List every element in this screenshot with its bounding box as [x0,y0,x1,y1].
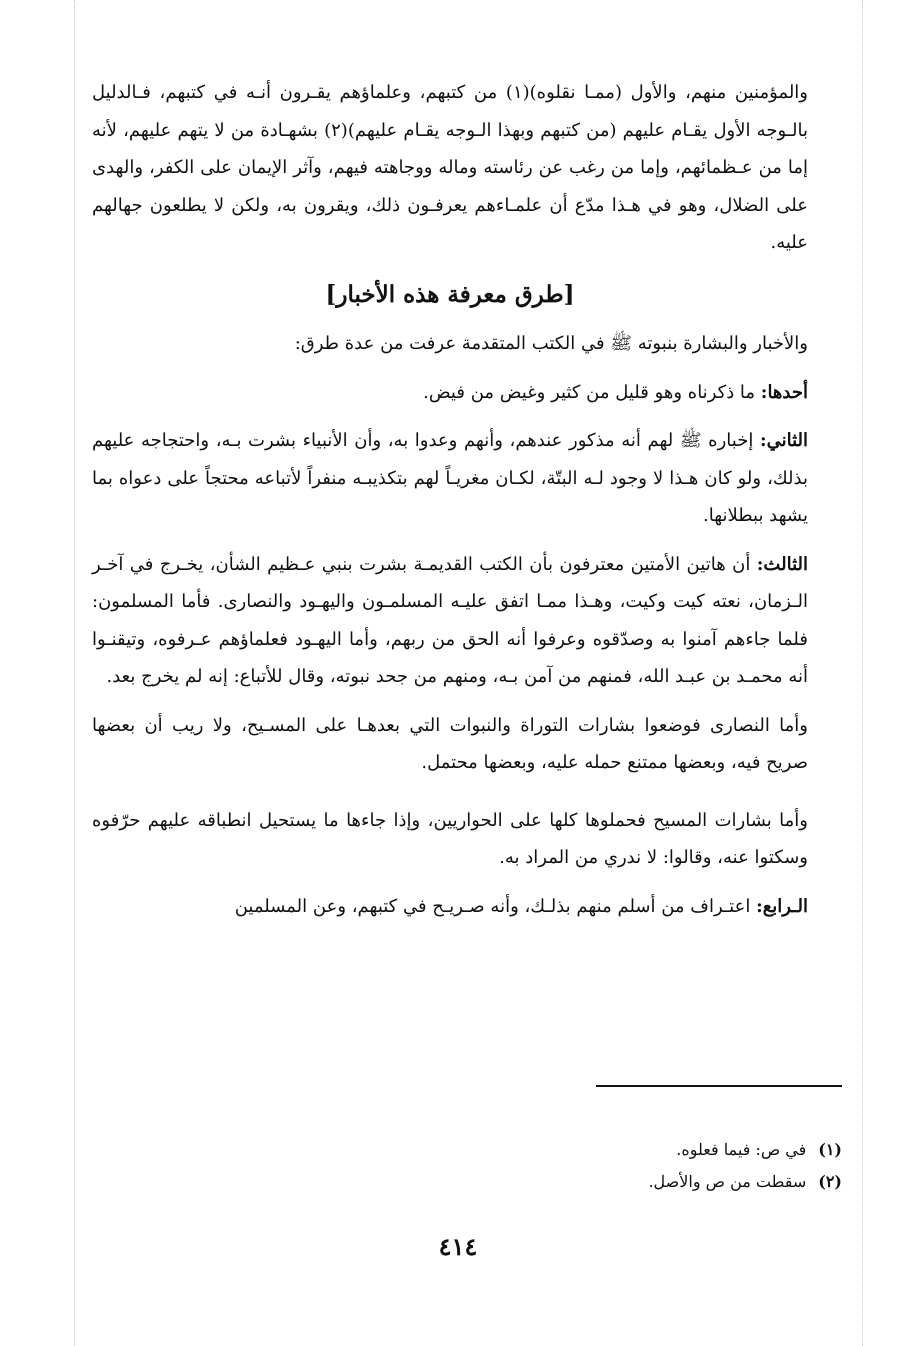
footnote-separator [596,1085,842,1087]
paragraph-text: وأما النصارى فوضعوا بشارات التوراة والنبوات التي بعدهـا على المسـيح، ولا ريب أن بعضها صريح فيه، وبعضها ممتنع حمله عليه، وبعضها محتمل. [92,714,808,773]
paragraph-first [92,374,808,412]
footnote-number: (٢) [818,1172,842,1191]
paragraph-lead: أحدها: [760,381,808,403]
paragraph-lead: الثاني: [759,430,808,451]
footnote [300,1166,842,1198]
paragraph-lead: الثالث: [756,553,808,575]
paragraph-text: ما ذكرناه وهو قليل من كثير وغيض من فيض. [423,381,756,403]
paragraph-methods-intro [92,325,808,363]
section-heading: [طرق معرفة هذه الأخبار] [325,280,575,308]
footnote-text: في ص: فيما فعلوه. [676,1140,807,1159]
paragraph-text: إخباره ﷺ لهم أنه مذكور عندهم، وأنهم وعدوا به، وأن الأنبياء بشرت بـه، واحتجاجه عليهم بذلك، ولو كان هـذا لا وجود لـه البتّة، لكـان مغريـاً لهم بتكذيبـه منفراً لأتباعه محتجاً على دعواه بما يشهد ببطلانها. [92,430,808,526]
paragraph-text: والأخبار والبشارة بنبوته ﷺ في الكتب المتقدمة عرفت من عدة طرق: [294,333,808,354]
paragraph-lead: الـرابع: [756,895,808,917]
paragraph-second [92,422,808,535]
paragraph-intro: والمؤمنين منهم، والأول (ممـا نقلوه)(١) من كتبهم، وعلماؤهم يقـرون أنـه في كتبهم، فـالدليل بالـوجه الأول يقـام عليهم (من كتبهم وبهذا الـوجه يقـام عليهم)(٢) بشهـادة من لا يتهم عليهم، لأنه إما من عـظمائهم، وإما من رغب عن رئاسته وماله ووجاهته فيهم، وآثر الإيمان على الكفر، والهدى على الضلال، وهو في هـذا مدّع أن علمـاءهم يعرفـون ذلك، ويقرون به، ولكن لا يطلعون جهالهم عليه. [92,82,808,253]
paragraph-messiah [92,802,808,877]
page-text [92,74,808,925]
right-margin-guide [862,0,863,1346]
footnote-text: سقطت من ص والأصل. [648,1172,807,1191]
footnote-number: (١) [818,1140,842,1159]
paragraph-text: وأما بشارات المسيح فحملوها كلها على الحواريين، وإذا جاءها ما يستحيل انطباقه عليهم حرّفوه وسكتوا عنه، وقالوا: لا ندري من المراد به. [92,809,808,868]
paragraph-fourth [92,888,808,926]
page-number: ٤١٤ [438,1232,478,1261]
footnote [300,1134,842,1166]
paragraph-text: أن هاتين الأمتين معترفون بأن الكتب القديمـة بشرت بنبي عـظيم الشأن، يخـرج في آخـر الـزمان، نعته كيت وكيت، وهـذا ممـا اتفق عليـه المسلمـون واليهـود والنصارى. فأما المسلمون: فلما جاءهم آمنوا به وصدّقوه وعرفوا أنه الحق من ربهم، وأما اليهـود فعلماؤهم عـرفوه، وتيقنـوا أنه محمـد بن عبـد الله، فمنهم من آمن بـه، ومنهم من جحد نبوته، وقال للأتباع: إنه لم يخرج بعد. [92,553,808,687]
paragraph-christians [92,707,808,782]
left-margin-guide [74,0,75,1346]
paragraph-text: اعتـراف من أسلم منهم بذلـك، وأنه صـريـح في كتبهم، وعن المسلمين [234,895,751,917]
paragraph-third [92,546,808,696]
footnotes [300,1134,842,1198]
